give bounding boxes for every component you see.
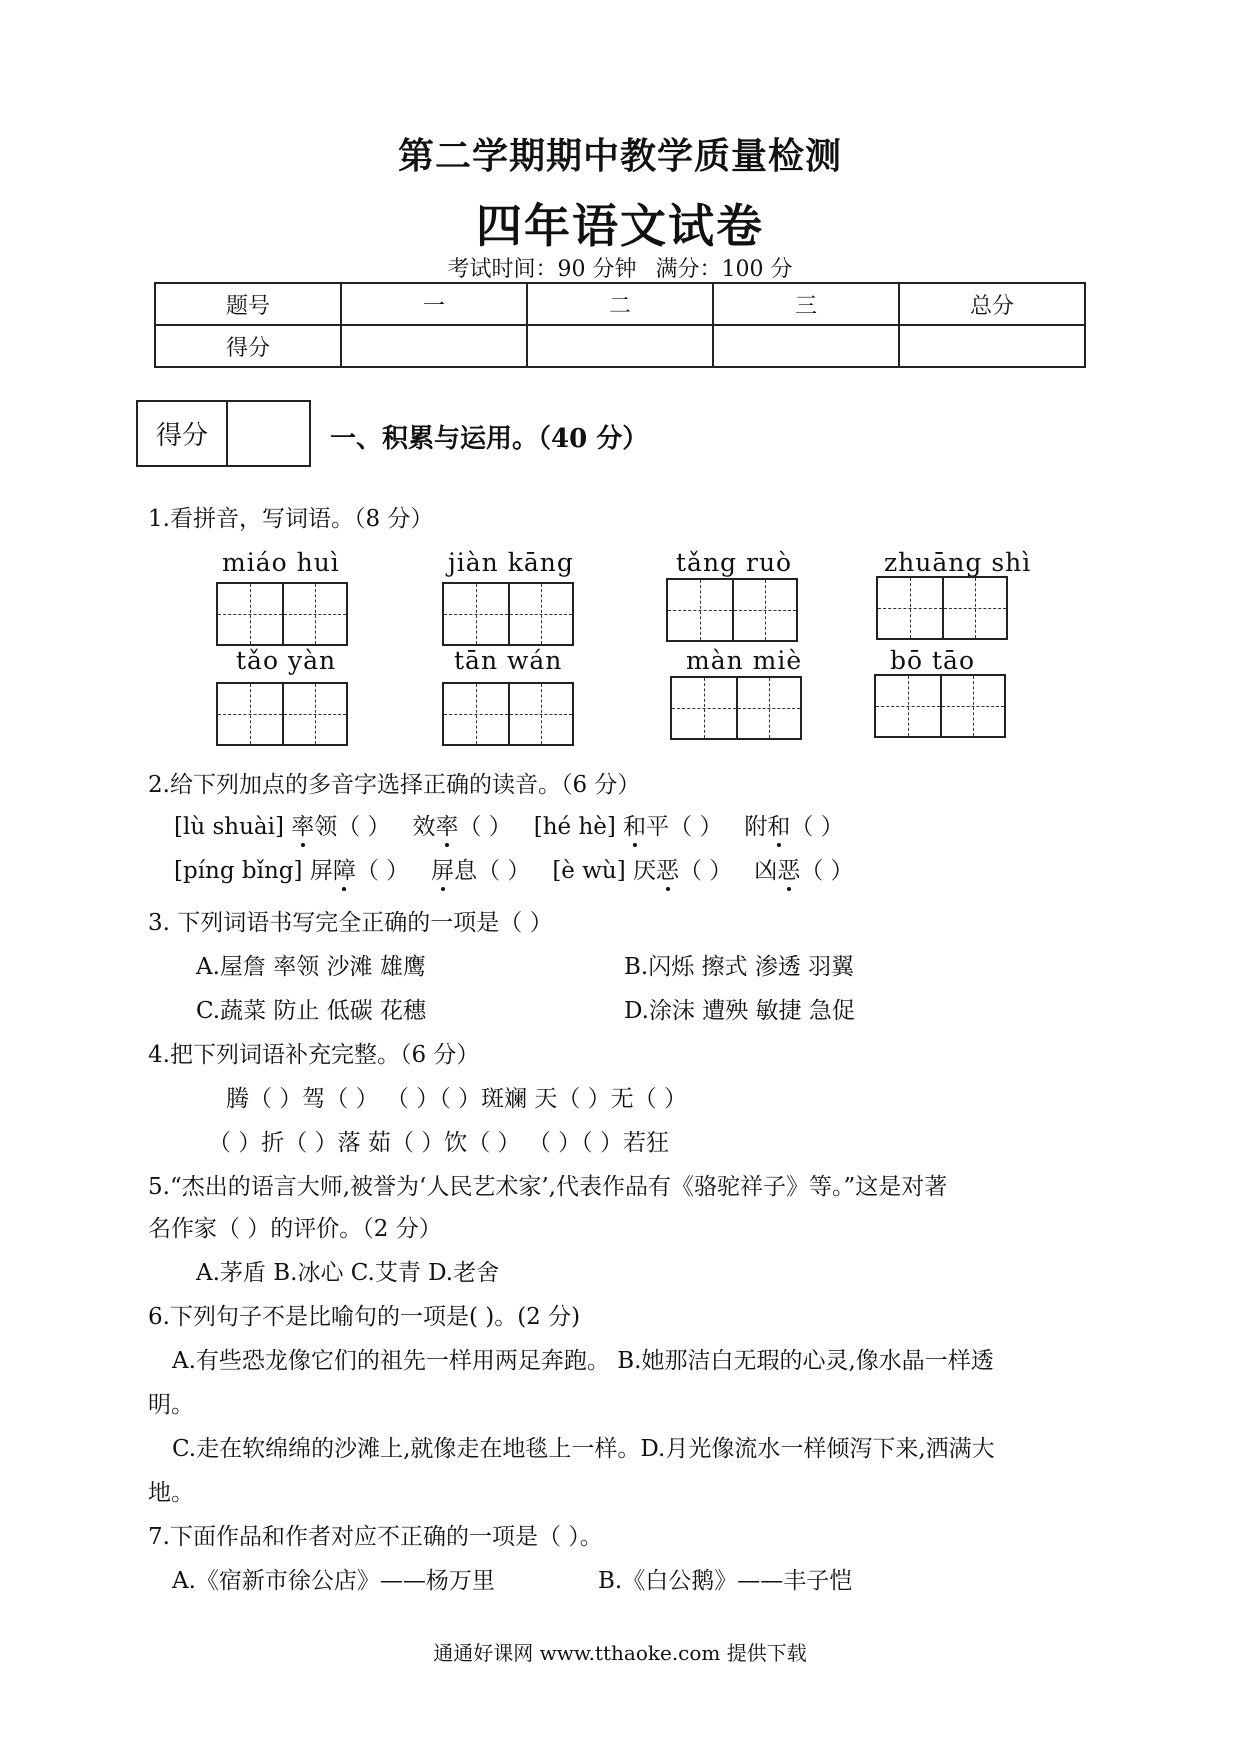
pinyin-options: [hé hè]	[533, 814, 616, 840]
writing-grid[interactable]	[874, 674, 1006, 738]
table-cell: 题号	[155, 283, 341, 325]
pinyin-label: màn miè	[686, 646, 803, 675]
pinyin-options: [lù shuài]	[174, 814, 284, 840]
question-6-line-3: C.走在软绵绵的沙滩上,就像走在地毯上一样。D.月光像流水一样倾泻下来,洒满大	[172, 1436, 995, 1462]
question-7-prompt: 7.下面作品和作者对应不正确的一项是（ ）。	[148, 1524, 603, 1550]
score-table-header-row	[155, 283, 1085, 325]
word-text: （ ）	[458, 814, 512, 840]
dotted-char: 恶	[777, 852, 800, 885]
option-d: D.涂沫 遭殃 敏捷 急促	[624, 998, 855, 1024]
question-5-options: A.茅盾 B.冰心 C.艾青 D.老舍	[196, 1260, 500, 1286]
table-cell: 三	[713, 283, 899, 325]
question-1-prompt: 1.看拼音，写词语。（8 分）	[148, 506, 434, 532]
question-4-line-1: 腾（ ）驾（ ） （ ）（ ）斑斓 天（ ）无（ ）	[226, 1086, 687, 1112]
question-3-prompt: 3. 下列词语书写完全正确的一项是（ ）	[148, 910, 553, 936]
word-text: （ ）	[679, 858, 733, 884]
exam-time: 考试时间：90 分钟	[447, 257, 637, 282]
word-text: （ ）	[790, 814, 844, 840]
section-score-label: 得分	[138, 402, 228, 465]
question-6-line-1: A.有些恐龙像它们的祖先一样用两足奔跑。 B.她那洁白无瑕的心灵,像水晶一样透	[172, 1348, 994, 1374]
score-field[interactable]	[527, 325, 713, 367]
score-table-score-row	[155, 325, 1085, 367]
writing-grid[interactable]	[670, 676, 802, 740]
score-field[interactable]	[899, 325, 1085, 367]
word-text: 厌	[633, 858, 656, 884]
question-2-line-2	[174, 852, 854, 885]
option-a: A.《宿新市徐公店》——杨万里	[172, 1568, 495, 1594]
score-table	[154, 282, 1086, 368]
word-text: （ ）	[800, 858, 854, 884]
dotted-char: 率	[291, 808, 314, 841]
writing-grid[interactable]	[442, 582, 574, 646]
writing-grid[interactable]	[442, 682, 574, 746]
writing-grid[interactable]	[666, 578, 798, 642]
pinyin-options: [píng bǐng]	[174, 858, 303, 884]
table-cell: 总分	[899, 283, 1085, 325]
exam-info	[0, 252, 1240, 283]
word-text: 平（ ）	[646, 814, 723, 840]
question-6-prompt: 6.下列句子不是比喻句的一项是( )。(2 分)	[148, 1304, 581, 1330]
writing-grid[interactable]	[216, 582, 348, 646]
dotted-char: 和	[623, 808, 646, 841]
question-6-line-4: 地。	[148, 1480, 194, 1506]
pinyin-label: zhuāng shì	[884, 548, 1032, 577]
word-text: 屏	[309, 858, 333, 884]
option-a: A.屋詹 率领 沙滩 雄鹰	[196, 954, 426, 980]
option-b: B.《白公鹅》——丰子恺	[598, 1568, 853, 1594]
page-footer: 通通好课网 www.tthaoke.com 提供下载	[433, 1641, 807, 1665]
section-score-box	[136, 400, 311, 467]
section-title: 一、积累与运用。（40 分）	[330, 424, 649, 454]
full-score: 满分：100 分	[655, 257, 793, 282]
score-field[interactable]	[713, 325, 899, 367]
pinyin-label: tǎng ruò	[676, 548, 793, 577]
pinyin-label: tān wán	[454, 646, 563, 675]
score-field[interactable]	[341, 325, 527, 367]
pinyin-options: [è wù]	[552, 858, 626, 884]
pinyin-label: bō tāo	[890, 646, 976, 675]
table-cell: 二	[527, 283, 713, 325]
dotted-char: 障	[333, 852, 356, 885]
pinyin-label: miáo huì	[222, 548, 340, 577]
question-5-line-2: 名作家（ ）的评价。（2 分）	[148, 1216, 442, 1242]
word-text: 凶	[754, 858, 778, 884]
exam-title: 第二学期期中教学质量检测	[397, 135, 842, 177]
question-5-line-1: 5.“杰出的语言大师,被誉为‘人民艺术家’,代表作品有《骆驼祥子》等。”这是对著	[148, 1174, 948, 1200]
pinyin-label: tǎo yàn	[236, 646, 337, 675]
word-text: 领（ ）	[314, 814, 391, 840]
word-text: （ ）	[355, 858, 410, 884]
table-cell: 一	[341, 283, 527, 325]
question-4-line-2: （ ）折（ ）落 茹（ ）饮（ ） （ ）（ ）若狂	[208, 1130, 669, 1156]
word-text: 附	[744, 814, 768, 840]
question-4-prompt: 4.把下列词语补充完整。（6 分）	[148, 1042, 480, 1068]
writing-grid[interactable]	[216, 682, 348, 746]
question-2-line-1	[174, 808, 844, 841]
dotted-char: 和	[767, 808, 790, 841]
table-cell: 得分	[155, 325, 341, 367]
option-c: C.蔬菜 防止 低碳 花穗	[196, 998, 427, 1024]
exam-subject-title: 四年语文试卷	[476, 199, 764, 253]
word-text: 息（ ）	[454, 858, 531, 884]
option-b: B.闪烁 擦式 渗透 羽翼	[624, 954, 855, 980]
dotted-char: 率	[436, 808, 459, 841]
pinyin-label: jiàn kāng	[448, 548, 574, 577]
section-score-field[interactable]	[228, 402, 309, 465]
word-text: 效	[412, 814, 436, 840]
question-6-line-2: 明。	[148, 1392, 194, 1418]
dotted-char: 屏	[431, 852, 454, 885]
question-2-prompt: 2.给下列加点的多音字选择正确的读音。（6 分）	[148, 772, 641, 798]
writing-grid[interactable]	[876, 576, 1008, 640]
dotted-char: 恶	[656, 852, 679, 885]
